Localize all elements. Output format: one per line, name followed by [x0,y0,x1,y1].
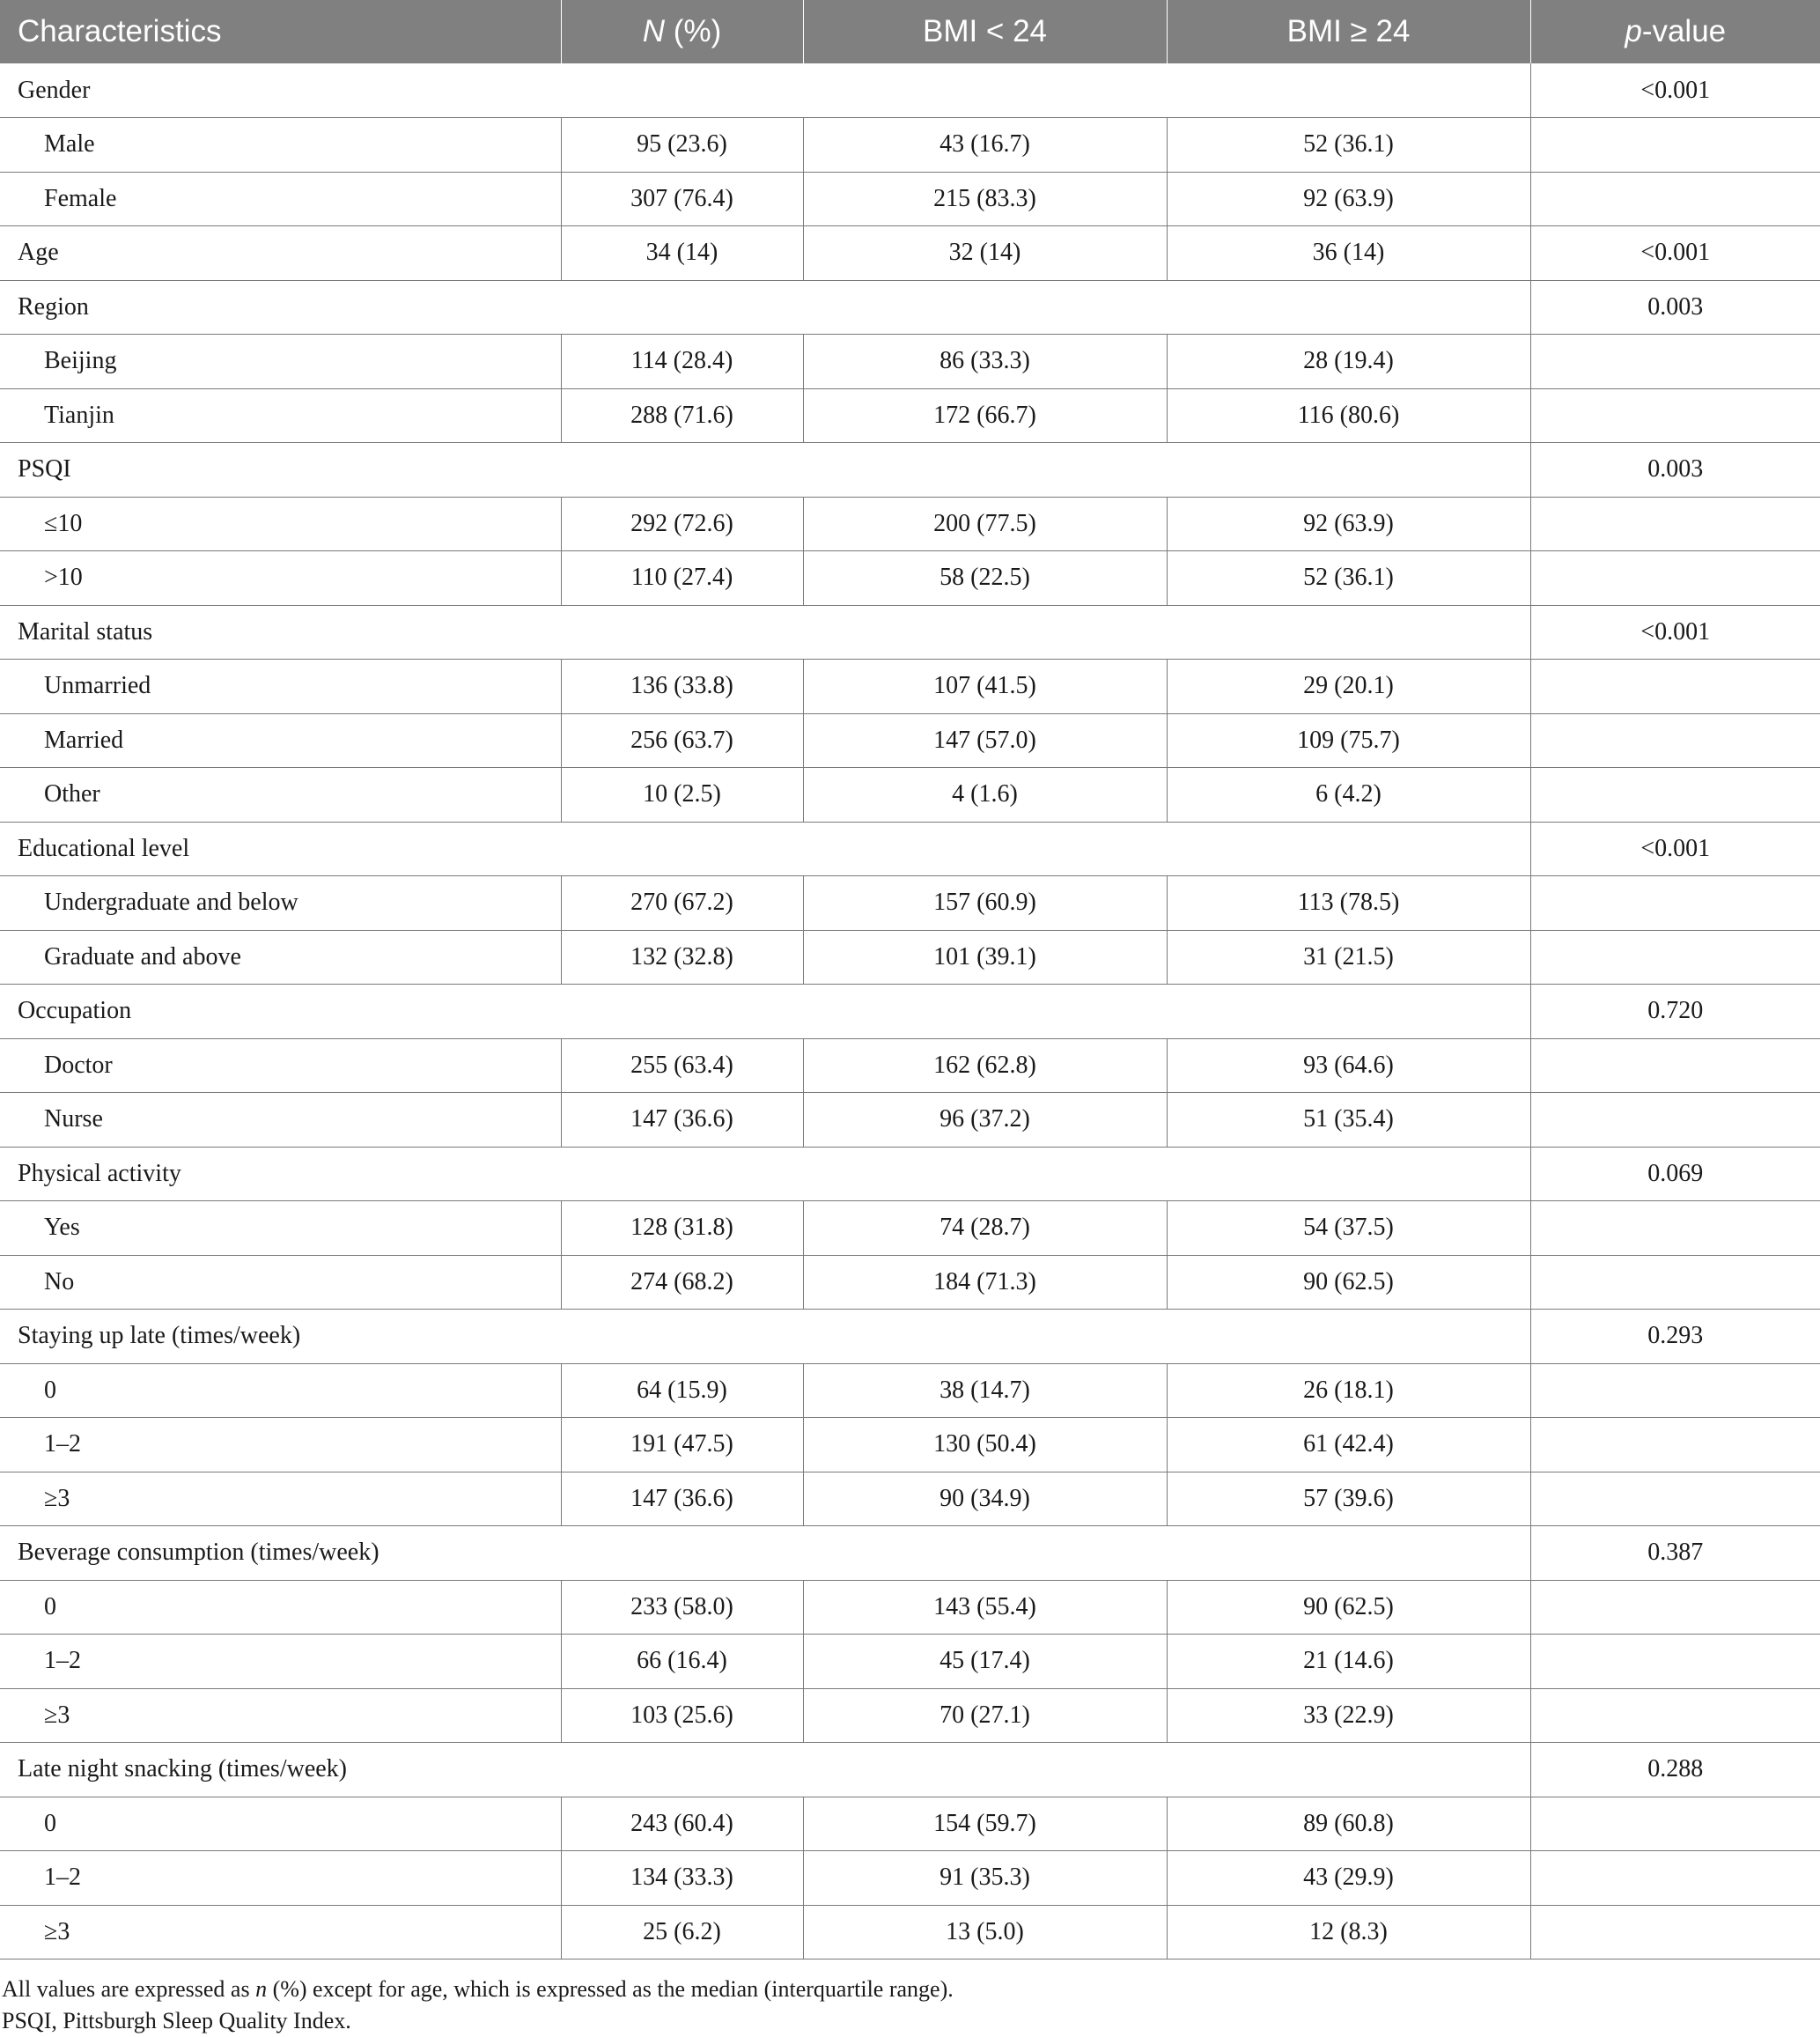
bmi-ge24-cell: 113 (78.5) [1167,876,1530,931]
p-value-cell: 0.720 [1530,985,1820,1039]
p-value-cell: 0.003 [1530,443,1820,498]
table-row [0,335,1820,389]
bmi-ge24-cell: 92 (63.9) [1167,497,1530,551]
row-label: 0 [0,1580,561,1635]
bmi-lt24-cell: 184 (71.3) [803,1255,1167,1310]
bmi-ge24-cell: 31 (21.5) [1167,930,1530,985]
row-label: Staying up late (times/week) [0,1310,1530,1364]
table-row [0,660,1820,714]
row-label: Beverage consumption (times/week) [0,1526,1530,1581]
bmi-ge24-cell: 90 (62.5) [1167,1255,1530,1310]
header-characteristics: Characteristics [18,14,222,48]
table-row [0,1905,1820,1960]
row-label: Marital status [0,605,1530,660]
bmi-ge24-cell: 54 (37.5) [1167,1201,1530,1256]
p-value-cell: <0.001 [1530,63,1820,118]
table-header [0,0,1820,63]
p-value-cell [1530,172,1820,226]
bmi-lt24-cell: 4 (1.6) [803,768,1167,823]
header-bmi-lt24: BMI < 24 [803,0,1167,63]
p-value-cell [1530,1635,1820,1689]
row-label: Graduate and above [0,930,561,985]
p-value-cell [1530,1038,1820,1093]
table-row [0,1797,1820,1851]
footnote-psqi: PSQI, Pittsburgh Sleep Quality Index. [2,2008,351,2033]
table-row [0,118,1820,173]
bmi-ge24-cell: 51 (35.4) [1167,1093,1530,1148]
table-group-row [0,985,1820,1039]
row-label: Tianjin [0,388,561,443]
bmi-ge24-cell: 90 (62.5) [1167,1580,1530,1635]
bmi-lt24-cell: 215 (83.3) [803,172,1167,226]
n-percent-cell: 270 (67.2) [561,876,803,931]
n-percent-cell: 25 (6.2) [561,1905,803,1960]
bmi-lt24-cell: 200 (77.5) [803,497,1167,551]
bmi-ge24-cell: 61 (42.4) [1167,1418,1530,1472]
p-value-cell: <0.001 [1530,605,1820,660]
n-percent-cell: 255 (63.4) [561,1038,803,1093]
table-group-row [0,1526,1820,1581]
bmi-ge24-cell: 28 (19.4) [1167,335,1530,389]
header-p-italic: p [1625,14,1642,48]
table-group-row [0,1743,1820,1797]
n-percent-cell: 66 (16.4) [561,1635,803,1689]
table-row [0,1635,1820,1689]
bmi-ge24-cell: 109 (75.7) [1167,713,1530,768]
bmi-lt24-cell: 70 (27.1) [803,1688,1167,1743]
header-p-suffix: -value [1641,14,1727,48]
p-value-cell [1530,1418,1820,1472]
table-body [0,63,1820,1960]
p-value-cell [1530,1201,1820,1256]
row-label: Age [0,226,561,281]
bmi-ge24-cell: 36 (14) [1167,226,1530,281]
p-value-cell [1530,388,1820,443]
p-value-cell [1530,118,1820,173]
table-group-row [0,1147,1820,1201]
p-value-cell [1530,768,1820,823]
bmi-ge24-cell: 43 (29.9) [1167,1851,1530,1906]
table-row [0,1472,1820,1526]
p-value-cell [1530,1851,1820,1906]
table-row [0,1093,1820,1148]
table-group-row [0,280,1820,335]
bmi-ge24-cell: 57 (39.6) [1167,1472,1530,1526]
row-label: 1–2 [0,1851,561,1906]
p-value-cell: 0.293 [1530,1310,1820,1364]
table-row [0,1201,1820,1256]
bmi-lt24-cell: 90 (34.9) [803,1472,1167,1526]
n-percent-cell: 128 (31.8) [561,1201,803,1256]
table-row [0,1851,1820,1906]
n-percent-cell: 274 (68.2) [561,1255,803,1310]
table-footnotes [0,1974,1820,2037]
row-label: No [0,1255,561,1310]
bmi-lt24-cell: 162 (62.8) [803,1038,1167,1093]
bmi-lt24-cell: 172 (66.7) [803,388,1167,443]
bmi-lt24-cell: 43 (16.7) [803,118,1167,173]
n-percent-cell: 34 (14) [561,226,803,281]
row-label: Undergraduate and below [0,876,561,931]
bmi-lt24-cell: 96 (37.2) [803,1093,1167,1148]
bmi-ge24-cell: 89 (60.8) [1167,1797,1530,1851]
p-value-cell [1530,713,1820,768]
n-percent-cell: 288 (71.6) [561,388,803,443]
table-group-row [0,63,1820,118]
row-label: Physical activity [0,1147,1530,1201]
n-percent-cell: 307 (76.4) [561,172,803,226]
n-percent-cell: 134 (33.3) [561,1851,803,1906]
row-label: ≥3 [0,1905,561,1960]
table-row [0,1418,1820,1472]
p-value-cell [1530,1905,1820,1960]
row-label: Yes [0,1201,561,1256]
row-label: Male [0,118,561,173]
bmi-lt24-cell: 130 (50.4) [803,1418,1167,1472]
p-value-cell [1530,660,1820,714]
n-percent-cell: 114 (28.4) [561,335,803,389]
n-percent-cell: 292 (72.6) [561,497,803,551]
table-row [0,551,1820,606]
footnote-values-pre: All values are expressed as [2,1976,256,2002]
table-row [0,930,1820,985]
p-value-cell [1530,876,1820,931]
bmi-lt24-cell: 101 (39.1) [803,930,1167,985]
table-row [0,713,1820,768]
bmi-lt24-cell: 143 (55.4) [803,1580,1167,1635]
p-value-cell [1530,1580,1820,1635]
row-label: Occupation [0,985,1530,1039]
bmi-lt24-cell: 45 (17.4) [803,1635,1167,1689]
table-row [0,876,1820,931]
n-percent-cell: 64 (15.9) [561,1363,803,1418]
table-group-row [0,443,1820,498]
n-percent-cell: 256 (63.7) [561,713,803,768]
row-label: PSQI [0,443,1530,498]
row-label: Married [0,713,561,768]
bmi-lt24-cell: 147 (57.0) [803,713,1167,768]
row-label: >10 [0,551,561,606]
p-value-cell: <0.001 [1530,226,1820,281]
table-row [0,1038,1820,1093]
header-n-suffix: (%) [665,14,722,48]
row-label: 0 [0,1797,561,1851]
p-value-cell [1530,1255,1820,1310]
table-row [0,172,1820,226]
p-value-cell [1530,1363,1820,1418]
bmi-lt24-cell: 58 (22.5) [803,551,1167,606]
bmi-lt24-cell: 32 (14) [803,226,1167,281]
p-value-cell: 0.288 [1530,1743,1820,1797]
header-n-italic: N [642,14,666,48]
p-value-cell [1530,551,1820,606]
p-value-cell [1530,1093,1820,1148]
row-label: 0 [0,1363,561,1418]
footnote-values-italic: n [255,1976,268,2002]
table-row [0,226,1820,281]
row-label: Doctor [0,1038,561,1093]
bmi-lt24-cell: 154 (59.7) [803,1797,1167,1851]
row-label: Nurse [0,1093,561,1148]
row-label: 1–2 [0,1635,561,1689]
footnote-values-post: (%) except for age, which is expressed as the median (interquartile range). [267,1976,954,2002]
bmi-ge24-cell: 52 (36.1) [1167,551,1530,606]
bmi-lt24-cell: 74 (28.7) [803,1201,1167,1256]
p-value-cell: 0.387 [1530,1526,1820,1581]
p-value-cell [1530,335,1820,389]
p-value-cell [1530,1688,1820,1743]
n-percent-cell: 147 (36.6) [561,1093,803,1148]
p-value-cell: 0.003 [1530,280,1820,335]
bmi-ge24-cell: 6 (4.2) [1167,768,1530,823]
bmi-ge24-cell: 26 (18.1) [1167,1363,1530,1418]
table-row [0,1363,1820,1418]
table-group-row [0,605,1820,660]
bmi-lt24-cell: 91 (35.3) [803,1851,1167,1906]
n-percent-cell: 103 (25.6) [561,1688,803,1743]
bmi-lt24-cell: 107 (41.5) [803,660,1167,714]
row-label: Beijing [0,335,561,389]
bmi-lt24-cell: 38 (14.7) [803,1363,1167,1418]
p-value-cell [1530,1797,1820,1851]
bmi-ge24-cell: 21 (14.6) [1167,1635,1530,1689]
bmi-ge24-cell: 116 (80.6) [1167,388,1530,443]
row-label: Unmarried [0,660,561,714]
p-value-cell [1530,497,1820,551]
bmi-ge24-cell: 29 (20.1) [1167,660,1530,714]
table-row [0,1580,1820,1635]
n-percent-cell: 10 (2.5) [561,768,803,823]
table-group-row [0,1310,1820,1364]
row-label: Educational level [0,822,1530,876]
n-percent-cell: 95 (23.6) [561,118,803,173]
bmi-ge24-cell: 92 (63.9) [1167,172,1530,226]
n-percent-cell: 110 (27.4) [561,551,803,606]
n-percent-cell: 147 (36.6) [561,1472,803,1526]
p-value-cell: 0.069 [1530,1147,1820,1201]
row-label: ≥3 [0,1688,561,1743]
row-label: Other [0,768,561,823]
bmi-ge24-cell: 12 (8.3) [1167,1905,1530,1960]
n-percent-cell: 132 (32.8) [561,930,803,985]
row-label: Late night snacking (times/week) [0,1743,1530,1797]
header-p-value [1530,0,1820,63]
bmi-lt24-cell: 86 (33.3) [803,335,1167,389]
footnote-values [2,1974,1820,2005]
row-label: Female [0,172,561,226]
p-value-cell [1530,1472,1820,1526]
table-row [0,768,1820,823]
row-label: ≥3 [0,1472,561,1526]
table-group-row [0,822,1820,876]
n-percent-cell: 233 (58.0) [561,1580,803,1635]
table-row [0,388,1820,443]
p-value-cell [1530,930,1820,985]
row-label: Region [0,280,1530,335]
row-label: Gender [0,63,1530,118]
table-row [0,1255,1820,1310]
table-row [0,497,1820,551]
bmi-ge24-cell: 33 (22.9) [1167,1688,1530,1743]
header-bmi-ge24: BMI ≥ 24 [1167,0,1530,63]
table-row [0,1688,1820,1743]
bmi-lt24-cell: 157 (60.9) [803,876,1167,931]
row-label: 1–2 [0,1418,561,1472]
row-label: ≤10 [0,497,561,551]
bmi-ge24-cell: 52 (36.1) [1167,118,1530,173]
n-percent-cell: 136 (33.8) [561,660,803,714]
n-percent-cell: 243 (60.4) [561,1797,803,1851]
bmi-lt24-cell: 13 (5.0) [803,1905,1167,1960]
header-n-percent [561,0,803,63]
header-row [0,0,1820,63]
p-value-cell: <0.001 [1530,822,1820,876]
n-percent-cell: 191 (47.5) [561,1418,803,1472]
bmi-ge24-cell: 93 (64.6) [1167,1038,1530,1093]
